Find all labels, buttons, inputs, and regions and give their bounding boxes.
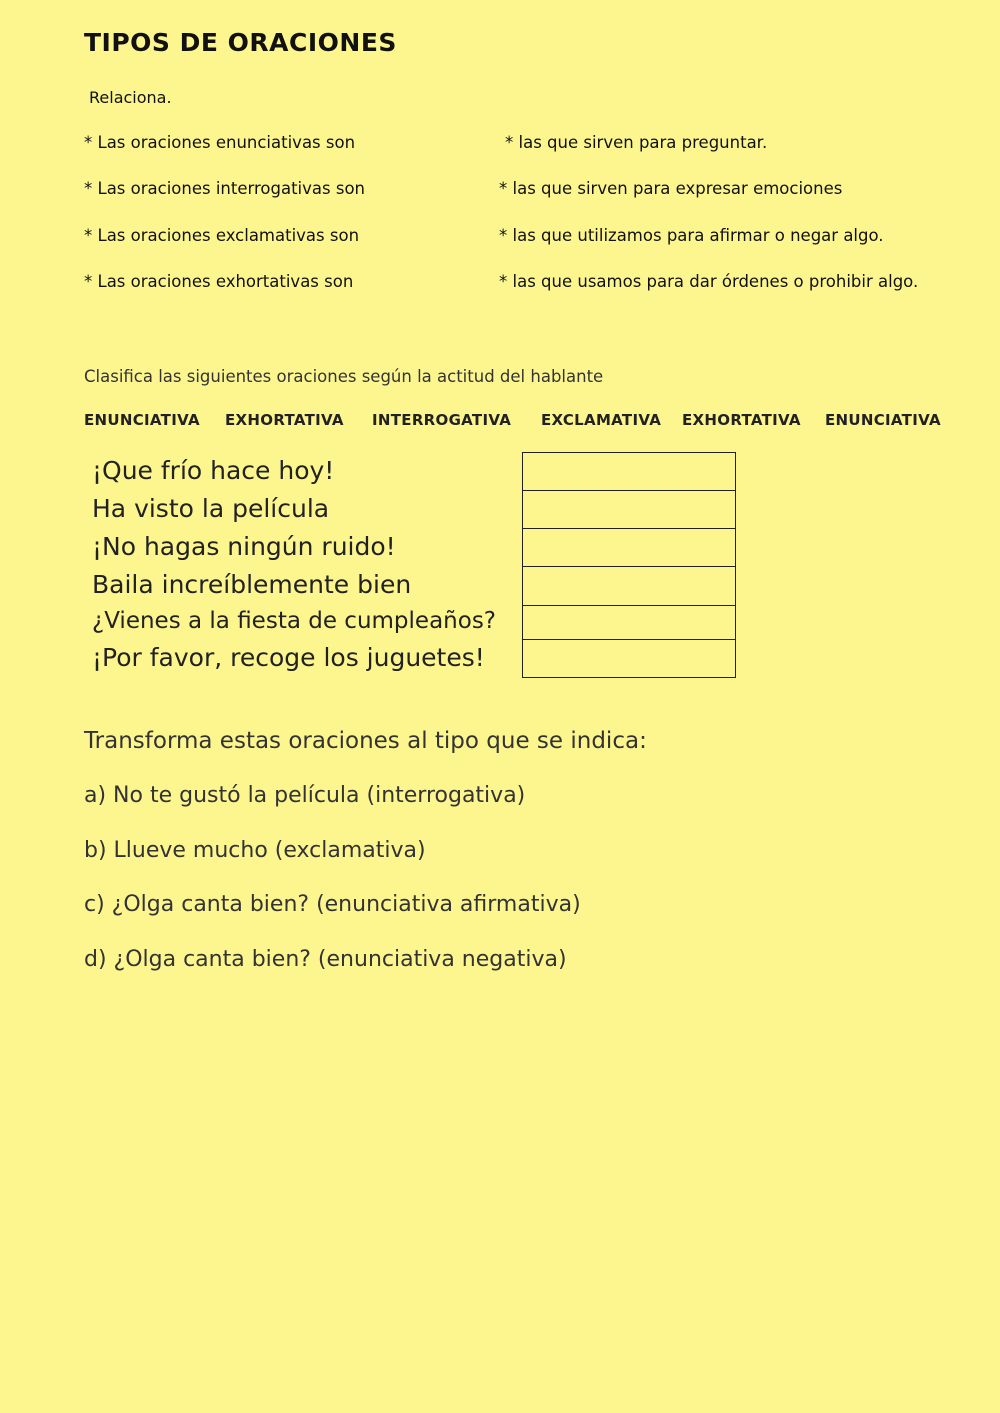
match-left-4[interactable]: * Las oraciones exhortativas son (84, 272, 354, 291)
match-right-1[interactable]: * las que sirven para preguntar. (505, 133, 768, 152)
match-right-2[interactable]: * las que sirven para expresar emociones (499, 179, 843, 198)
answer-box-6[interactable] (522, 639, 736, 678)
classify-options (84, 411, 984, 435)
match-left-2[interactable]: * Las oraciones interrogativas son (84, 179, 366, 198)
match-right-3[interactable]: * las que utilizamos para afirmar o negar algo. (499, 226, 884, 245)
match-left-3[interactable]: * Las oraciones exclamativas son (84, 226, 360, 245)
transform-item-c: c) ¿Olga canta bien? (enunciativa afirmativa) (84, 892, 581, 917)
answer-box-5[interactable] (522, 605, 736, 640)
answer-box-4[interactable] (522, 566, 736, 606)
transform-item-b: b) Llueve mucho (exclamativa) (84, 838, 426, 863)
transform-instruction: Transforma estas oraciones al tipo que se indica: (84, 728, 647, 754)
sentence-1: ¡Que frío hace hoy! (92, 456, 335, 485)
page-title: TIPOS DE ORACIONES (84, 28, 397, 57)
classify-instruction: Clasifica las siguientes oraciones según la actitud del hablante (84, 367, 604, 386)
transform-item-a: a) No te gustó la película (interrogativa) (84, 783, 526, 808)
matching-instruction: Relaciona. (89, 88, 172, 107)
option-label[interactable]: EXCLAMATIVA (541, 411, 662, 429)
answer-box-2[interactable] (522, 490, 736, 529)
option-label[interactable]: EXHORTATIVA (225, 411, 344, 429)
answer-box-1[interactable] (522, 452, 736, 491)
answer-box-3[interactable] (522, 528, 736, 567)
transform-item-d: d) ¿Olga canta bien? (enunciativa negativa) (84, 947, 567, 972)
option-label[interactable]: ENUNCIATIVA (825, 411, 941, 429)
option-label[interactable]: INTERROGATIVA (372, 411, 512, 429)
match-right-4[interactable]: * las que usamos para dar órdenes o prohibir algo. (499, 272, 919, 291)
sentence-2: Ha visto la película (92, 494, 330, 523)
option-label[interactable]: ENUNCIATIVA (84, 411, 200, 429)
match-left-1[interactable]: * Las oraciones enunciativas son (84, 133, 356, 152)
sentence-4: Baila increíblemente bien (92, 570, 412, 599)
sentence-3: ¡No hagas ningún ruido! (92, 532, 396, 561)
option-label[interactable]: EXHORTATIVA (682, 411, 801, 429)
sentence-5: ¿Vienes a la fiesta de cumpleaños? (92, 608, 497, 634)
sentence-6: ¡Por favor, recoge los juguetes! (92, 643, 485, 672)
